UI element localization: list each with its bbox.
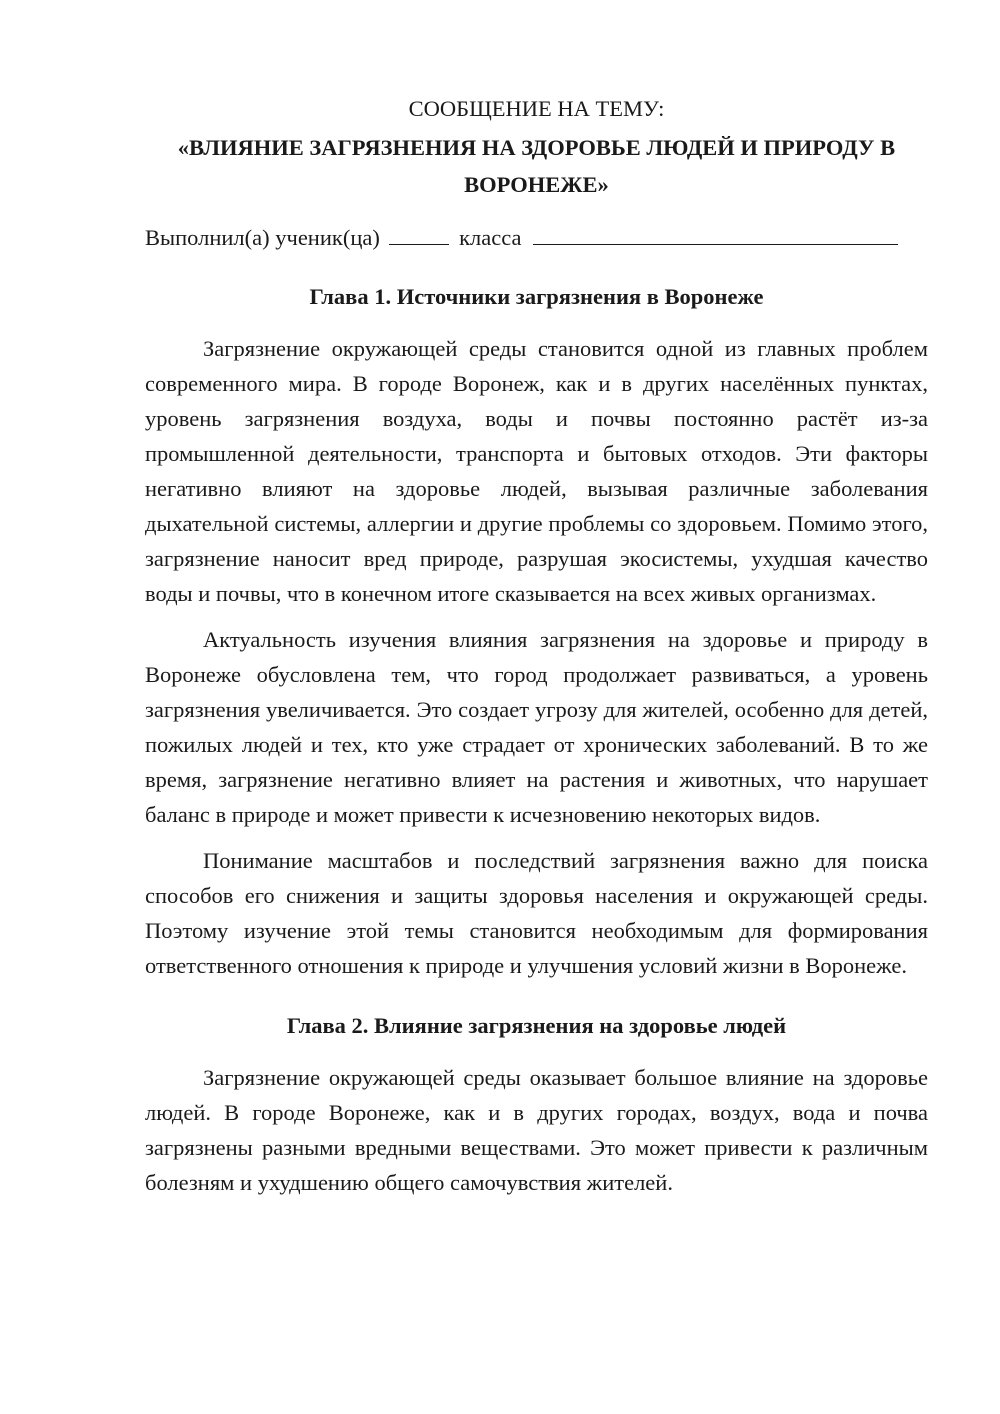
performer-label: Выполнил(а) ученик(ца) <box>145 225 380 250</box>
chapter-1-paragraph-1: Загрязнение окружающей среды становится одной из главных проблем современного мира. В городе Воронеж, как и в других населённых пунктах, уровень загрязнения воздуха, воды и почвы постоянно растёт из-за промышленной деятельности, транспорта и бытовых отходов. Эти факторы негативно влияют на здоровье людей, вызывая различные заболевания дыхательной системы, аллергии и другие проблемы со здоровьем. Помимо этого, загрязнение наносит вред природе, разрушая экосистемы, ухудшая качество воды и почвы, что в конечном итоге сказывается на всех живых организмах. <box>145 336 928 606</box>
class-number-blank <box>389 222 449 245</box>
document-title: «ВЛИЯНИЕ ЗАГРЯЗНЕНИЯ НА ЗДОРОВЬЕ ЛЮДЕЙ И ПРИРОДУ В ВОРОНЕЖЕ» <box>177 135 896 197</box>
author-byline <box>145 219 928 256</box>
chapter-1-heading: Глава 1. Источники загрязнения в Воронеже <box>309 284 764 309</box>
chapter-2-heading: Глава 2. Влияние загрязнения на здоровье людей <box>286 1013 787 1038</box>
chapter-1-paragraph-2: Актуальность изучения влияния загрязнения на здоровье и природу в Воронеже обусловлена тем, что город продолжает развиваться, а уровень загрязнения увеличивается. Это создает угрозу для жителей, особенно для детей, пожилых людей и тех, кто уже страдает от хронических заболеваний. В то же время, загрязнение негативно влияет на растения и животных, что нарушает баланс в природе и может привести к исчезновению некоторых видов. <box>145 627 928 827</box>
chapter-2-paragraph-1: Загрязнение окружающей среды оказывает большое влияние на здоровье людей. В городе Воронеже, как и в других городах, воздух, вода и почва загрязнены разными вредными веществами. Это может привести к различным болезням и ухудшению общего самочувствия жителей. <box>145 1065 928 1195</box>
student-name-blank <box>533 222 898 245</box>
document-page <box>145 90 928 1200</box>
document-header: СООБЩЕНИЕ НА ТЕМУ: <box>408 96 665 121</box>
chapter-1-paragraph-3: Понимание масштабов и последствий загрязнения важно для поиска способов его снижения и защиты здоровья населения и окружающей среды. Поэтому изучение этой темы становится необходимым для формирования ответственного отношения к природе и улучшения условий жизни в Воронеже. <box>145 848 928 978</box>
class-label: класса <box>459 225 522 250</box>
